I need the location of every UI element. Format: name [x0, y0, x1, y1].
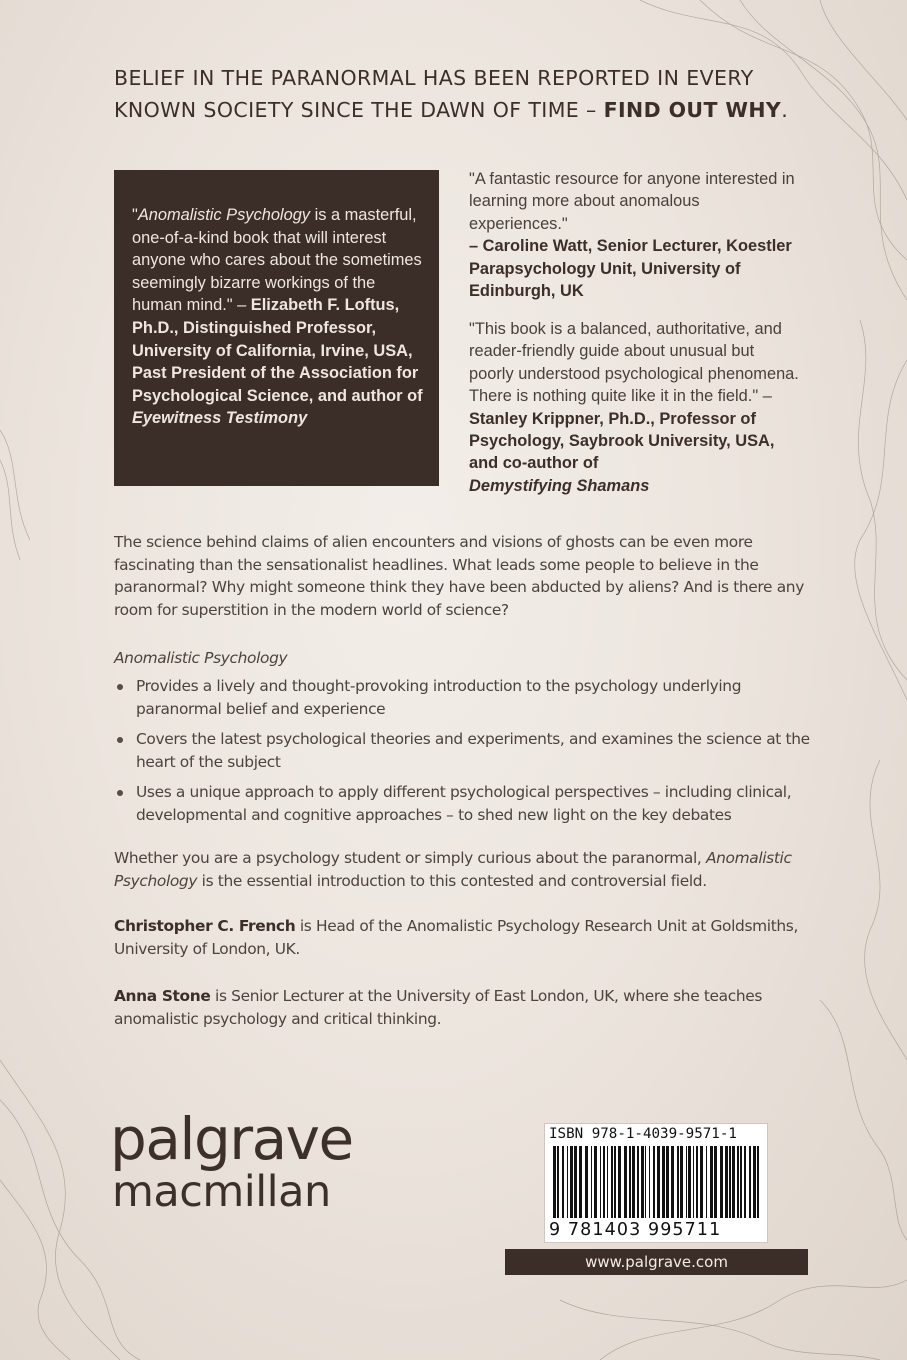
barcode-bar: [729, 1146, 731, 1218]
loftus-book: Eyewitness Testimony: [132, 409, 308, 428]
barcode-bar: [591, 1146, 592, 1218]
publisher-url: www.palgrave.com: [505, 1249, 808, 1275]
list-item-text: Uses a unique approach to apply different psychological perspectives – including clinical, developmental and cognitive approaches – to shed new light on the key debates: [136, 783, 792, 824]
barcode-bars: [551, 1146, 763, 1218]
barcode-bar: [693, 1146, 694, 1218]
author-name-stone: Anna Stone: [114, 987, 211, 1005]
quote-book-title: Anomalistic Psychology: [137, 206, 311, 224]
list-label: Anomalistic Psychology: [114, 649, 288, 667]
barcode-bar: [757, 1146, 759, 1218]
barcode-bar: [562, 1146, 564, 1218]
bullet-icon: [117, 737, 123, 743]
barcode-bar: [706, 1146, 707, 1218]
headline-find-out-why: FIND OUT WHY: [603, 98, 782, 122]
publisher-logo: [110, 1105, 353, 1217]
barcode-bar: [737, 1146, 739, 1218]
barcode-bar: [753, 1146, 756, 1218]
watt-attribution: – Caroline Watt, Senior Lecturer, Koestler Parapsychology Unit, University of Edinburgh, UK: [469, 237, 792, 301]
barcode-bar: [696, 1146, 698, 1218]
barcode-bar: [680, 1146, 683, 1218]
list-item: [114, 781, 814, 826]
headline-line1: BELIEF IN THE PARANORMAL HAS BEEN REPORTED IN EVERY: [114, 66, 754, 90]
headline-line2: KNOWN SOCIETY SINCE THE DAWN OF TIME –: [114, 98, 604, 122]
barcode-bar: [585, 1146, 588, 1218]
barcode-bar: [637, 1146, 639, 1218]
isbn-number: ISBN 978-1-4039-9571-1: [549, 1126, 737, 1142]
krippner-attribution: Stanley Krippner, Ph.D., Professor of Psychology, Saybrook University, USA, and co-author of: [469, 409, 775, 473]
barcode-bar: [740, 1146, 742, 1218]
ean-number: 9 781403 995711: [549, 1220, 722, 1240]
barcode-bar: [574, 1146, 577, 1218]
author-bio-stone: [114, 985, 814, 1030]
publisher-logo-line1: palgrave: [110, 1105, 353, 1173]
barcode-bar: [749, 1146, 751, 1218]
author-name-french: Christopher C. French: [114, 917, 296, 935]
barcode-bar: [725, 1146, 728, 1218]
quote-open-mark: ": [132, 206, 138, 224]
barcode-bar: [720, 1146, 723, 1218]
barcode-bar: [732, 1146, 735, 1218]
barcode-bar: [629, 1146, 631, 1218]
barcode-bar: [624, 1146, 627, 1218]
barcode-bar: [603, 1146, 605, 1218]
list-item: [114, 728, 814, 773]
barcode-bar: [688, 1146, 691, 1218]
loftus-quote-box: [114, 170, 439, 486]
barcode-bar: [553, 1146, 556, 1218]
list-item-text: Covers the latest psychological theories and experiments, and examines the science at the heart of the subject: [136, 730, 810, 771]
barcode-bar: [614, 1146, 616, 1218]
barcode-bar: [653, 1146, 655, 1218]
barcode-bar: [618, 1146, 621, 1218]
barcode-bar: [671, 1146, 674, 1218]
barcode-bar: [744, 1146, 746, 1218]
closing-paragraph: [114, 847, 814, 892]
krippner-quote: [469, 318, 799, 497]
barcode-bar: [641, 1146, 644, 1218]
krippner-book: Demystifying Shamans: [469, 476, 650, 495]
headline: [114, 62, 834, 126]
loftus-quote-text: is a masterful, one-of-a-kind book that will interest anyone who cares about the sometimes seemingly bizarre workings of the human mind." –: [132, 206, 422, 315]
barcode-bar: [677, 1146, 679, 1218]
watt-quote-text: "A fantastic resource for anyone interested in learning more about anomalous experiences.": [469, 170, 795, 233]
barcode-bar: [632, 1146, 635, 1218]
isbn-barcode: [544, 1123, 768, 1243]
barcode-bar: [570, 1146, 573, 1218]
barcode-bar: [710, 1146, 713, 1218]
closing-post: is the essential introduction to this contested and controversial field.: [197, 871, 707, 890]
barcode-bar: [600, 1146, 601, 1218]
watt-quote: [469, 168, 799, 302]
author-bio-french-text: is Head of the Anomalistic Psychology Research Unit at Goldsmiths, University of London, UK.: [114, 917, 799, 958]
closing-book-title: Anomalistic Psychology: [114, 849, 792, 890]
bullet-icon: [117, 790, 123, 796]
intro-paragraph: The science behind claims of alien encounters and visions of ghosts can be even more fascinating than the sensationalist headlines. What leads some people to believe in the paranormal? Why might someone think they have been abducted by aliens? And is there any room for superstition in the modern world of science?: [114, 533, 804, 619]
author-bio-stone-text: is Senior Lecturer at the University of East London, UK, where she teaches anomalistic psychology and critical thinking.: [114, 987, 763, 1028]
barcode-bar: [594, 1146, 597, 1218]
barcode-bar: [657, 1146, 660, 1218]
barcode-bar: [607, 1146, 608, 1218]
publisher-logo-line2: macmillan: [112, 1167, 331, 1217]
author-bio-french: [114, 915, 814, 960]
barcode-bar: [714, 1146, 717, 1218]
barcode-bar: [567, 1146, 568, 1218]
bullet-icon: [117, 684, 123, 690]
headline-period: .: [781, 98, 789, 122]
closing-pre: Whether you are a psychology student or simply curious about the paranormal,: [114, 849, 706, 867]
barcode-bar: [649, 1146, 650, 1218]
list-item-text: Provides a lively and thought-provoking introduction to the psychology underlying paranormal belief and experience: [136, 677, 742, 718]
barcode-bar: [611, 1146, 613, 1218]
barcode-bar: [662, 1146, 665, 1218]
barcode-bar: [645, 1146, 646, 1218]
barcode-bar: [700, 1146, 703, 1218]
barcode-bar: [686, 1146, 687, 1218]
features-list: [114, 675, 814, 834]
krippner-quote-text: "This book is a balanced, authoritative, and reader-friendly guide about unusual but poorly understood psychological phenomena. There is nothing quite like it in the field." –: [469, 320, 799, 406]
loftus-attribution: Elizabeth F. Loftus, Ph.D., Distinguished Professor, University of California, Irvine, USA, Past President of the Association for Psychological Science, and author of: [132, 296, 423, 405]
barcode-bar: [579, 1146, 582, 1218]
barcode-bar: [557, 1146, 559, 1218]
list-item: [114, 675, 814, 720]
barcode-bar: [666, 1146, 669, 1218]
